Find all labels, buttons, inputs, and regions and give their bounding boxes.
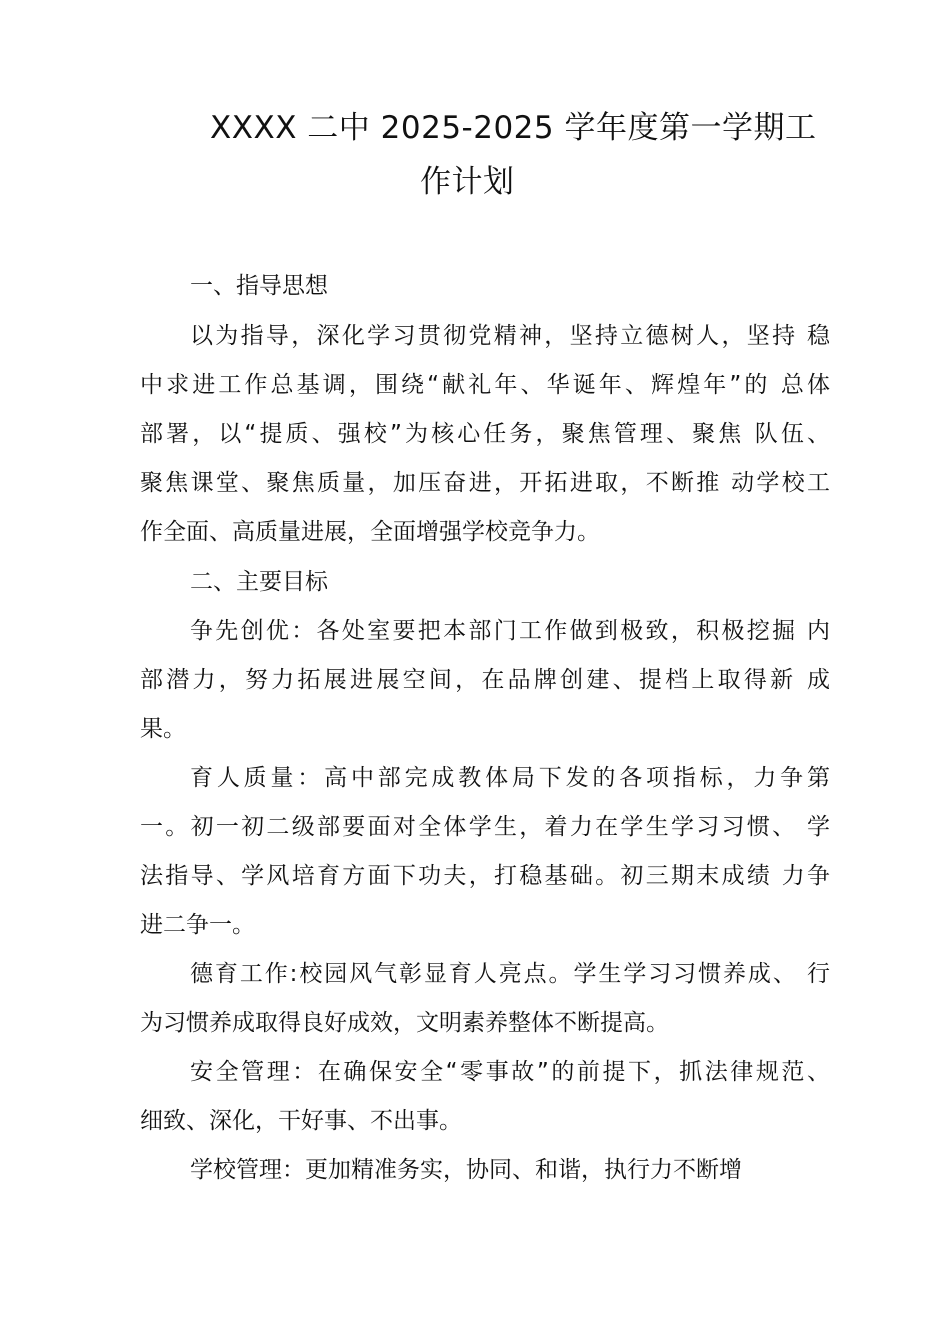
paragraph-line: 聚焦课堂、聚焦质量，加压奋进，开拓进取，不断推 动学校工 bbox=[140, 470, 830, 496]
paragraph-line: 作全面、高质量进展，全面增强学校竞争力。 bbox=[140, 519, 600, 545]
paragraph-line: 部署，以“提质、强校”为核心任务，聚焦管理、聚焦 队伍、 bbox=[140, 421, 830, 447]
document-title-line-2: 作计划 bbox=[420, 164, 515, 200]
heading-guiding-ideology: 一、指导思想 bbox=[190, 273, 328, 299]
paragraph-line: 育人质量：高中部完成教体局下发的各项指标，力争第 bbox=[190, 765, 830, 791]
paragraph-line: 果。 bbox=[140, 716, 186, 742]
paragraph-line: 一。初一初二级部要面对全体学生，着力在学生学习习惯、 学 bbox=[140, 814, 830, 840]
paragraph-line: 为习惯养成取得良好成效，文明素养整体不断提高。 bbox=[140, 1010, 669, 1036]
paragraph-line: 安全管理：在确保安全“零事故”的前提下，抓法律规范、 bbox=[190, 1059, 830, 1085]
heading-main-goals: 二、主要目标 bbox=[190, 569, 328, 595]
document-title-line-1: XXXX 二中 2025-2025 学年度第一学期工 bbox=[210, 110, 817, 146]
paragraph-line: 法指导、学风培育方面下功夫，打稳基础。初三期末成绩 力争 bbox=[140, 863, 830, 889]
paragraph-line: 细致、深化，干好事、不出事。 bbox=[140, 1108, 462, 1134]
paragraph-line: 以为指导，深化学习贯彻党精神，坚持立德树人，坚持 稳 bbox=[190, 323, 830, 349]
paragraph-line: 争先创优：各处室要把本部门工作做到极致，积极挖掘 内 bbox=[190, 618, 830, 644]
paragraph-line: 进二争一。 bbox=[140, 912, 255, 938]
paragraph-line: 学校管理：更加精准务实，协同、和谐，执行力不断增 bbox=[190, 1157, 742, 1183]
paragraph-line: 德育工作:校园风气彰显育人亮点。学生学习习惯养成、 行 bbox=[190, 961, 830, 987]
paragraph-line: 部潜力，努力拓展进展空间，在品牌创建、提档上取得新 成 bbox=[140, 667, 830, 693]
paragraph-line: 中求进工作总基调，围绕“献礼年、华诞年、辉煌年”的 总体 bbox=[140, 372, 830, 398]
